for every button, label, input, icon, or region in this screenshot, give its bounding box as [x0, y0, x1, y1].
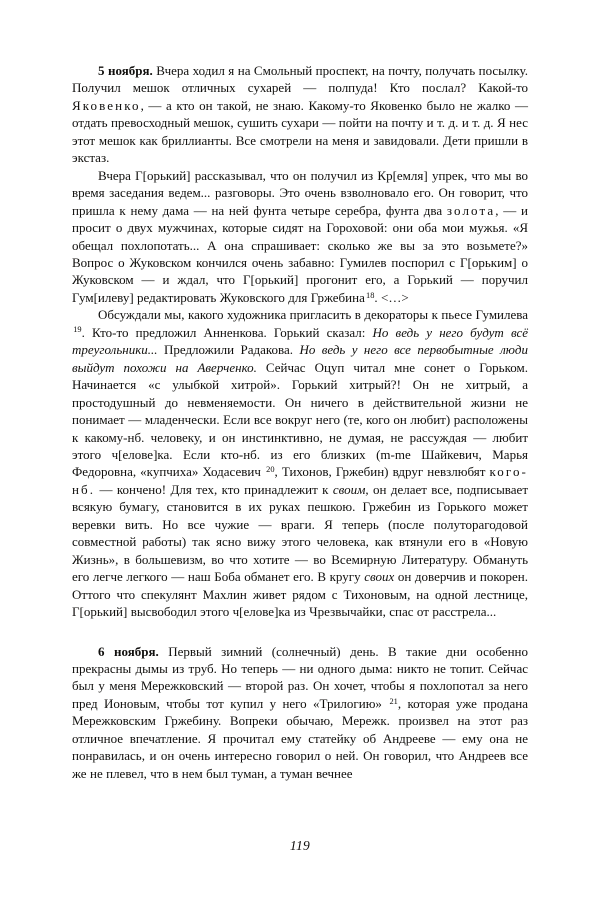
body-text: он доверчив и покорен. Оттого что спекулянт Махлин живет рядом с Тихоновым, на одной лестнице, Г[орький] высвободил этого ч[елове]ка из Чрезвычайки, спас от расстрела...: [72, 569, 528, 620]
body-text: Обсуждали мы, какого художника пригласить в декораторы к пьесе Гумилева: [98, 307, 528, 323]
paragraph: [72, 643, 528, 783]
date-label: 6 ноября.: [98, 643, 159, 659]
letterspaced-text: золота: [446, 202, 496, 218]
emphasis-text: своих: [364, 569, 395, 585]
paragraph: [72, 167, 528, 307]
body-text: Первый зимний (солнечный) день. В такие дни особенно прекрасны дымы из труб. Но теперь — ни одного дыма: никто не топит. Сейчас был у меня Мережковский — второй раз. Он хочет, чтобы я похлопотал за него пред Ионовым, чтобы тот купил у него «Трилогию»: [72, 643, 528, 711]
emphasis-text: своим,: [332, 481, 369, 497]
diary-entry-6-november: [72, 643, 528, 783]
emphasis-text: Но ведь у него будут всё треугольники...: [72, 324, 528, 358]
page-number: 119: [289, 838, 311, 853]
body-text: , — а кто он такой, не знаю. Какому-то Яковенко было не жалко — отдать превосходный мешок, сушить сухари — пойти на почту и т. д. и т. д. Я нес этот мешок как бриллианты. Все смотрели на меня и завидовали. Дети пришли в экстаз.: [72, 97, 528, 166]
footnote-marker: 20: [266, 465, 275, 475]
footnote-marker: 19: [73, 325, 82, 335]
diary-entry-5-november: [72, 62, 528, 621]
entry-separator: [72, 621, 528, 643]
footnote-marker: 18: [366, 290, 375, 300]
body-text: . <…>: [374, 289, 409, 305]
body-text: Предложили Радакова.: [157, 342, 300, 358]
letterspaced-text: кого-нб.: [72, 464, 528, 497]
footnote-marker: 21: [389, 696, 398, 706]
body-text: . Кто-то предложил Анненкова. Горький сказал:: [81, 324, 373, 340]
letterspaced-text: Яковенко: [72, 97, 141, 113]
body-text: Вчера Г[орький] рассказывал, что он получил из Кр[емля] упрек, что мы во время заседания ведем... разговоры. Это очень взволновало его. Он говорит, что пришла к нему дама — на ней фунта четыре серебра, фунта два: [72, 167, 528, 218]
emphasis-text: Но ведь у него все первобытные люди выйдут похожи на Аверченко.: [72, 342, 529, 375]
body-text: , которая уже продана Мережковским Гржебину. Вопреки обычаю, Мережк. произвел на этот раз отличное впечатление. Я прочитал ему статейку об Андрееве — ему она не понравилась, и он очень интересно говорил о ней. Он говорил, что Андреев все же не плевел, что в нем был туман, а туман вечнее: [72, 695, 529, 781]
page-text-block: [72, 62, 528, 782]
body-text: — кончено! Для тех, кто принадлежит к: [95, 481, 333, 497]
body-text: Вчера ходил я на Смольный проспект, на почту, получать посылку. Получил мешок отличных сухарей — полпуда! Кто послал? Какой-то: [72, 63, 528, 96]
body-text: , Тихонов, Гржебин) вдруг невзлюбят: [274, 464, 490, 480]
body-text: Сейчас Оцуп читал мне сонет о Горьком. Начинается «с улыбкой хитрой». Горький хитрый?! Он не хитрый, а простодушный до невменяемости. Он ничего в действительной жизни не понимает — младенчески. Если все вокруг него (те, кого он любит) расположены к какому-нб. человеку, и он инстинктивно, не думая, не рассуждая — любит этого ч[елове]ка. Если кто-нб. из его близких (m-me Шайкевич, Марья Федоровна, «купчиха» Ходасевич: [72, 359, 528, 480]
body-text: он делает все, подписывает всякую бумагу, становится в их руках пешкою. Гржебин из Горького может веревки вить. Но все чужие — враги. Я теперь (после полуторагодовой совместной работы) так ясно вижу этого человека, как втянули его в «Новую Жизнь», в большевизм, во что хотите — во Всемирную Литературу. Обмануть его легче легкого — наш Боба обманет его. В кругу: [72, 481, 529, 585]
body-text: , — и просит о двух мужчинах, которые сидят на Гороховой: они оба мои мужья. «Я обещал похлопотать... А она спрашивает: сколько же вы за это возьмете?» Вопрос о Жуковском кончился очень забавно: Гумилев поспорил с Г[орьким] о Жуковском — и ждал, что Г[орький] прогонит его, а Горький — поручил Гум[илеву] редактировать Жуковского для Гржебина: [72, 202, 528, 305]
paragraph: [72, 62, 528, 167]
paragraph: [72, 306, 528, 620]
date-label: 5 ноября.: [98, 63, 153, 78]
